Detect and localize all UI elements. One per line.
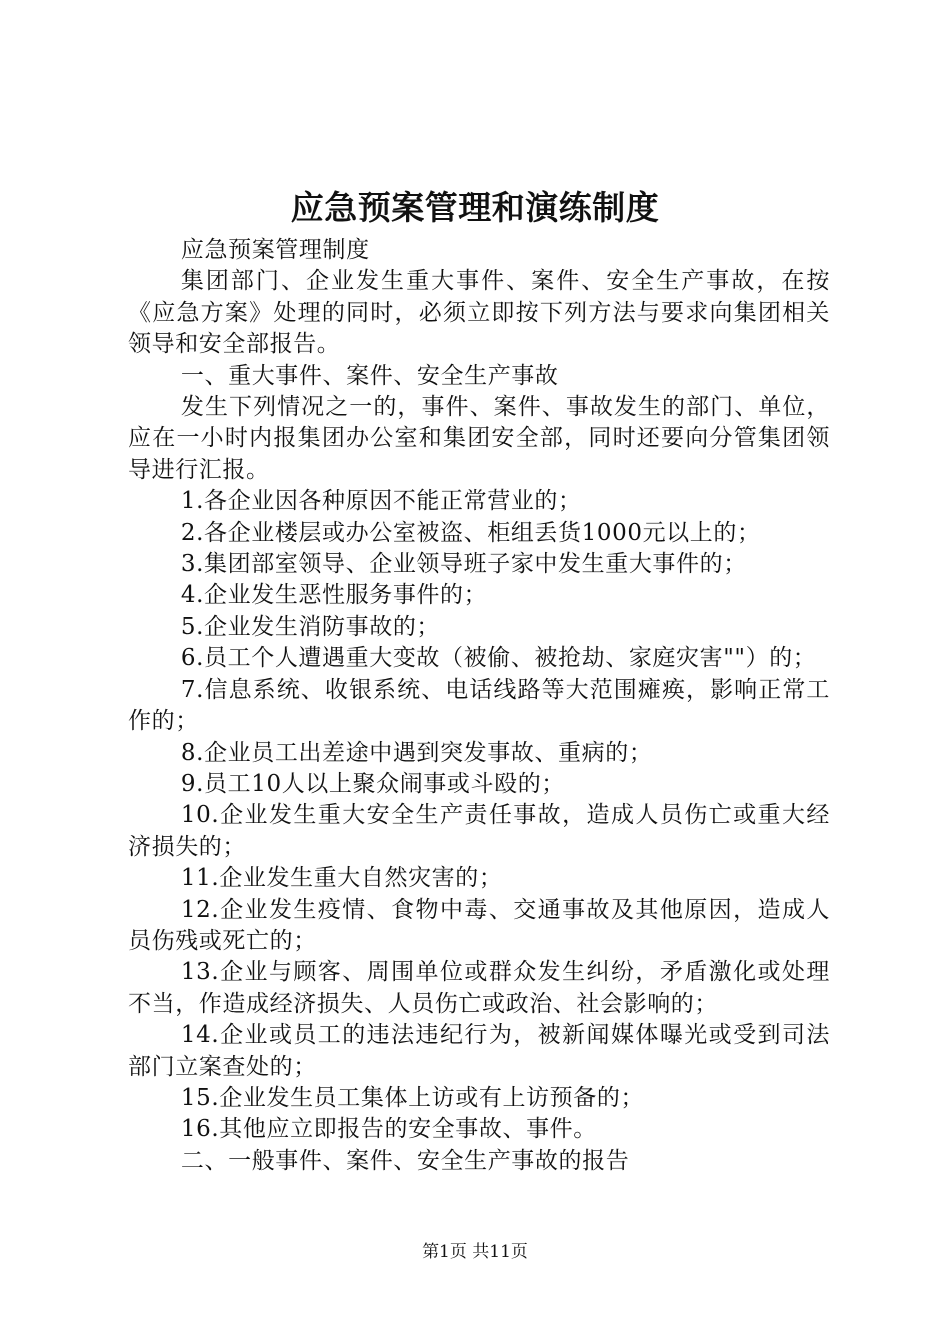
list-item-6: 6.员工个人遭遇重大变故（被偷、被抢劫、家庭灾害""）的； bbox=[180, 645, 817, 672]
paragraph-subtitle: 应急预案管理制度 bbox=[180, 237, 370, 263]
paragraph-conditions: 发生下列情况之一的，事件、案件、事故发生的部门、单位，应在一小时内报集团办公室和集团安全部，同时还要向分管集团领导进行汇报。 bbox=[128, 394, 830, 483]
document-title: 应急预案管理和演练制度 bbox=[290, 188, 660, 227]
paragraph-intro: 集团部门、企业发生重大事件、案件、安全生产事故，在按《应急方案》处理的同时，必须立即按下列方法与要求向集团相关领导和安全部报告。 bbox=[128, 268, 830, 358]
list-item-8: 8.企业员工出差途中遇到突发事故、重病的； bbox=[180, 739, 653, 766]
list-item-13: 13.企业与顾客、周围单位或群众发生纠纷，矛盾激化或处理不当，作造成经济损失、人员伤亡或政治、社会影响的； bbox=[128, 959, 830, 1017]
list-item-3: 3.集团部室领导、企业领导班子家中发生重大事件的； bbox=[180, 551, 747, 578]
list-item-5: 5.企业发生消防事故的； bbox=[180, 613, 441, 640]
list-item-9: 9.员工10人以上聚众闹事或斗殴的； bbox=[180, 770, 565, 797]
list-item-15: 15.企业发生员工集体上访或有上访预备的； bbox=[180, 1084, 645, 1111]
list-item-7: 7.信息系统、收银系统、电话线路等大范围瘫痪，影响正常工作的； bbox=[128, 676, 830, 735]
page-footer: 第1页 共11页 bbox=[422, 1242, 528, 1262]
section-heading-2: 二、一般事件、案件、安全生产事故的报告 bbox=[180, 1147, 630, 1174]
list-item-4: 4.企业发生恶性服务事件的； bbox=[180, 582, 488, 609]
list-item-10: 10.企业发生重大安全生产责任事故，造成人员伤亡或重大经济损失的； bbox=[128, 802, 830, 860]
document-body bbox=[128, 235, 830, 1177]
list-item-11: 11.企业发生重大自然灾害的； bbox=[180, 865, 503, 892]
list-item-16: 16.其他应立即报告的安全事故、事件。 bbox=[180, 1116, 597, 1143]
section-heading-1: 一、重大事件、案件、安全生产事故 bbox=[180, 362, 559, 389]
list-item-2: 2.各企业楼层或办公室被盗、柜组丢货1000元以上的； bbox=[180, 519, 761, 546]
list-item-14: 14.企业或员工的违法违纪行为，被新闻媒体曝光或受到司法部门立案查处的； bbox=[128, 1022, 830, 1080]
list-item-1: 1.各企业因各种原因不能正常营业的； bbox=[180, 488, 582, 515]
list-item-12: 12.企业发生疫情、食物中毒、交通事故及其他原因，造成人员伤残或死亡的； bbox=[128, 896, 830, 954]
